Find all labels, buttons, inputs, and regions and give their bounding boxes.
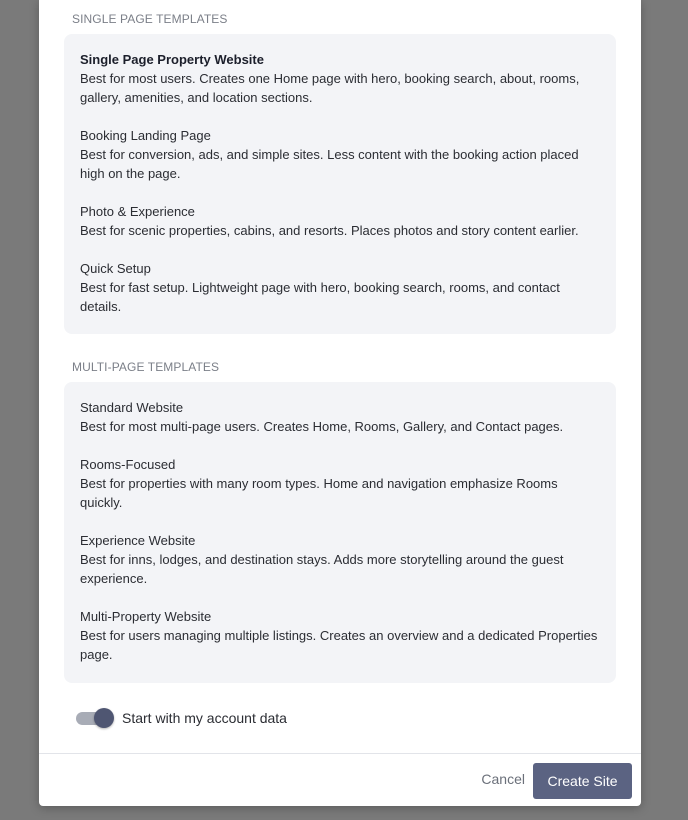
template-option-rooms-focused[interactable] <box>80 455 600 512</box>
template-option-photo-experience[interactable] <box>80 202 600 240</box>
cancel-button[interactable]: Cancel <box>481 771 525 787</box>
multi-page-templates-heading: MULTI-PAGE TEMPLATES <box>72 360 220 374</box>
option-title: Experience Website <box>80 533 196 548</box>
single-page-templates-list <box>64 34 616 334</box>
account-data-toggle-row <box>76 707 287 729</box>
option-description: Best for most users. Creates one Home page with hero, booking search, about, rooms, gallery, amenities, and location sections. <box>80 71 580 105</box>
option-title: Standard Website <box>80 400 184 415</box>
create-site-dialog <box>39 0 641 806</box>
option-description: Best for most multi-page users. Creates Home, Rooms, Gallery, and Contact pages. <box>80 419 564 434</box>
dialog-body <box>39 0 641 753</box>
option-title: Booking Landing Page <box>80 128 211 143</box>
template-option-booking-landing-page[interactable] <box>80 126 600 183</box>
create-site-button[interactable]: Create Site <box>533 763 632 799</box>
template-option-multi-property-website[interactable] <box>80 607 600 664</box>
option-description: Best for users managing multiple listings. Creates an overview and a dedicated Properties page. <box>80 628 598 662</box>
option-title: Multi-Property Website <box>80 609 212 624</box>
option-title: Photo & Experience <box>80 204 195 219</box>
single-page-templates-heading: SINGLE PAGE TEMPLATES <box>72 12 228 26</box>
account-data-toggle-label[interactable]: Start with my account data <box>122 710 287 726</box>
option-description: Best for inns, lodges, and destination stays. Adds more storytelling around the guest experience. <box>80 552 564 586</box>
option-title: Single Page Property Website <box>80 52 264 67</box>
account-data-toggle[interactable] <box>76 707 114 729</box>
option-description: Best for properties with many room types. Home and navigation emphasize Rooms quickly. <box>80 476 558 510</box>
toggle-knob <box>94 708 114 728</box>
multi-page-templates-list <box>64 382 616 683</box>
template-option-quick-setup[interactable] <box>80 259 600 316</box>
dialog-footer <box>39 753 641 806</box>
option-description: Best for scenic properties, cabins, and resorts. Places photos and story content earlier. <box>80 223 579 238</box>
option-title: Rooms-Focused <box>80 457 176 472</box>
template-option-single-page-property-website[interactable] <box>80 50 600 107</box>
option-title: Quick Setup <box>80 261 151 276</box>
option-description: Best for conversion, ads, and simple sites. Less content with the booking action placed high on the page. <box>80 147 579 181</box>
template-option-experience-website[interactable] <box>80 531 600 588</box>
template-option-standard-website[interactable] <box>80 398 600 436</box>
option-description: Best for fast setup. Lightweight page with hero, booking search, rooms, and contact details. <box>80 280 560 314</box>
